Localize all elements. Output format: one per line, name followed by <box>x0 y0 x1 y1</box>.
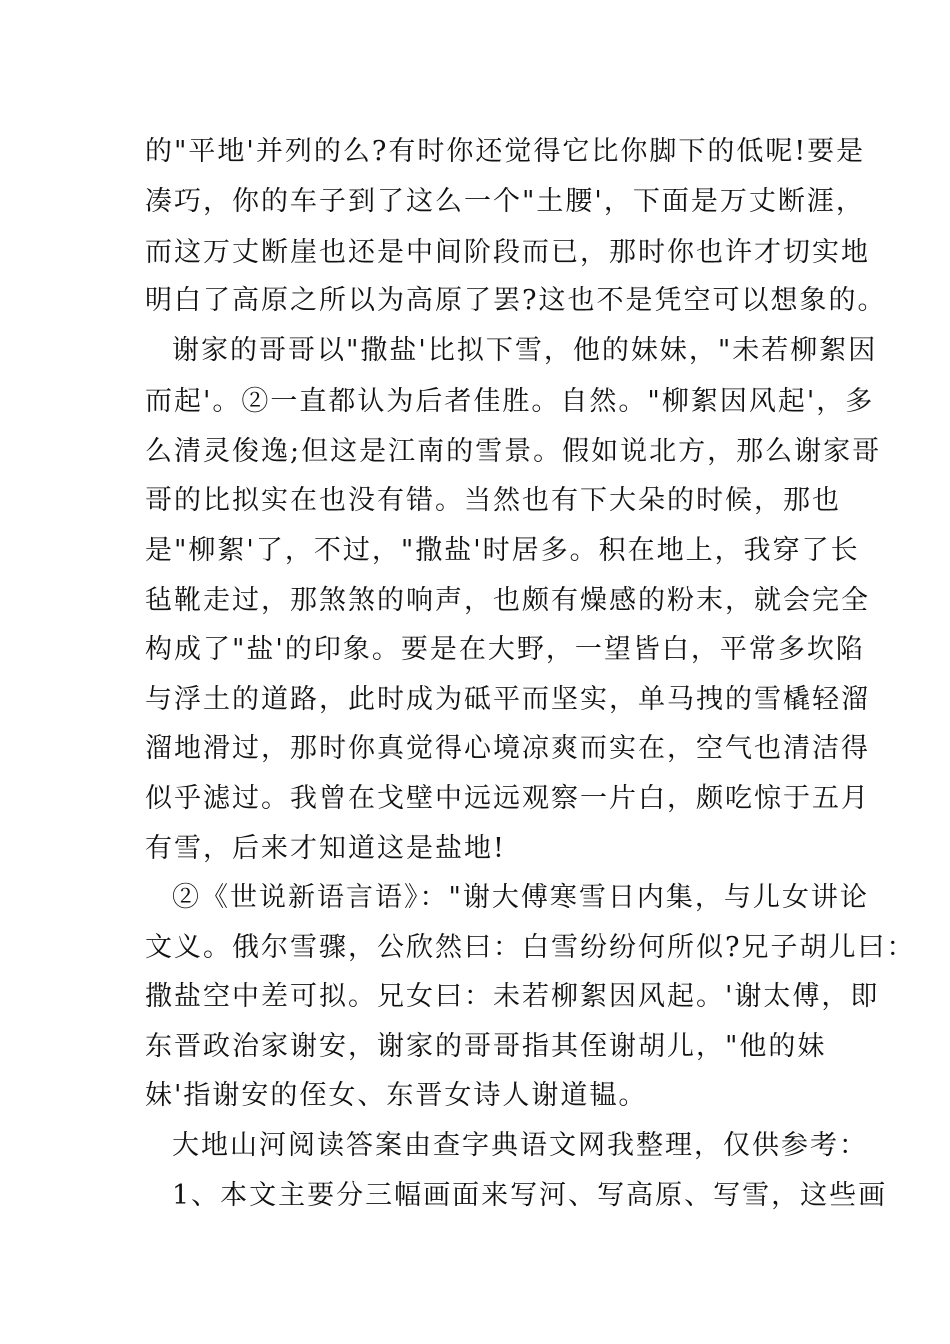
text-line: 妹'指谢安的侄女、东晋女诗人谢道韫。 <box>145 1080 648 1111</box>
text-line: 哥的比拟实在也没有错。当然也有下大朵的时候，那也 <box>145 485 841 516</box>
paragraph-first-line: 谢家的哥哥以"撒盐'比拟下雪，他的妹妹，"未若柳絮因 <box>172 335 878 366</box>
text-line: 溜地滑过，那时你真觉得心境凉爽而实在，空气也清洁得 <box>145 733 870 764</box>
text-line: 文义。俄尔雪骤，公欣然曰：白雪纷纷何所似?兄子胡儿曰： <box>145 932 916 963</box>
text-line: 是"柳絮'了，不过，"撒盐'时居多。积在地上，我穿了长 <box>145 535 860 566</box>
text-line: 有雪，后来才知道这是盐地! <box>145 833 506 864</box>
answer-intro-line: 大地山河阅读答案由查字典语文网我整理，仅供参考： <box>172 1130 868 1161</box>
text-line: 凑巧，你的车子到了这么一个"土腰'，下面是万丈断涯， <box>145 186 865 217</box>
answer-item-line: 1、本文主要分三幅画面来写河、写高原、写雪，这些画 <box>172 1180 888 1211</box>
text-line: 明白了高原之所以为高原了罢?这也不是凭空可以想象的。 <box>145 285 887 316</box>
text-line: 与浮土的道路，此时成为砥平而坚实，单马拽的雪橇轻溜 <box>145 684 870 715</box>
text-line: 而起'。②一直都认为后者佳胜。自然。"柳絮因风起'，多 <box>145 386 875 417</box>
text-line: 撒盐空中差可拟。兄女曰：未若柳絮因风起。'谢太傅，即 <box>145 981 880 1012</box>
text-line: 而这万丈断崖也还是中间阶段而已，那时你也许才切实地 <box>145 237 870 268</box>
text-line: 么清灵俊逸;但这是江南的雪景。假如说北方，那么谢家哥 <box>145 436 882 467</box>
text-line: 的"平地'并列的么?有时你还觉得它比你脚下的低呢!要是 <box>145 136 866 167</box>
text-line: 毡靴走过，那煞煞的响声，也颇有燥感的粉末，就会完全 <box>145 585 870 616</box>
text-line: 构成了"盐'的印象。要是在大野，一望皆白，平常多坎陷 <box>145 634 865 665</box>
text-line: 似乎滤过。我曾在戈壁中远远观察一片白，颇吃惊于五月 <box>145 783 870 814</box>
text-line: 东晋政治家谢安，谢家的哥哥指其侄谢胡儿，"他的妹 <box>145 1031 827 1062</box>
footnote-first-line: ②《世说新语言语》："谢大傅寒雪日内集，与儿女讲论 <box>172 882 869 913</box>
